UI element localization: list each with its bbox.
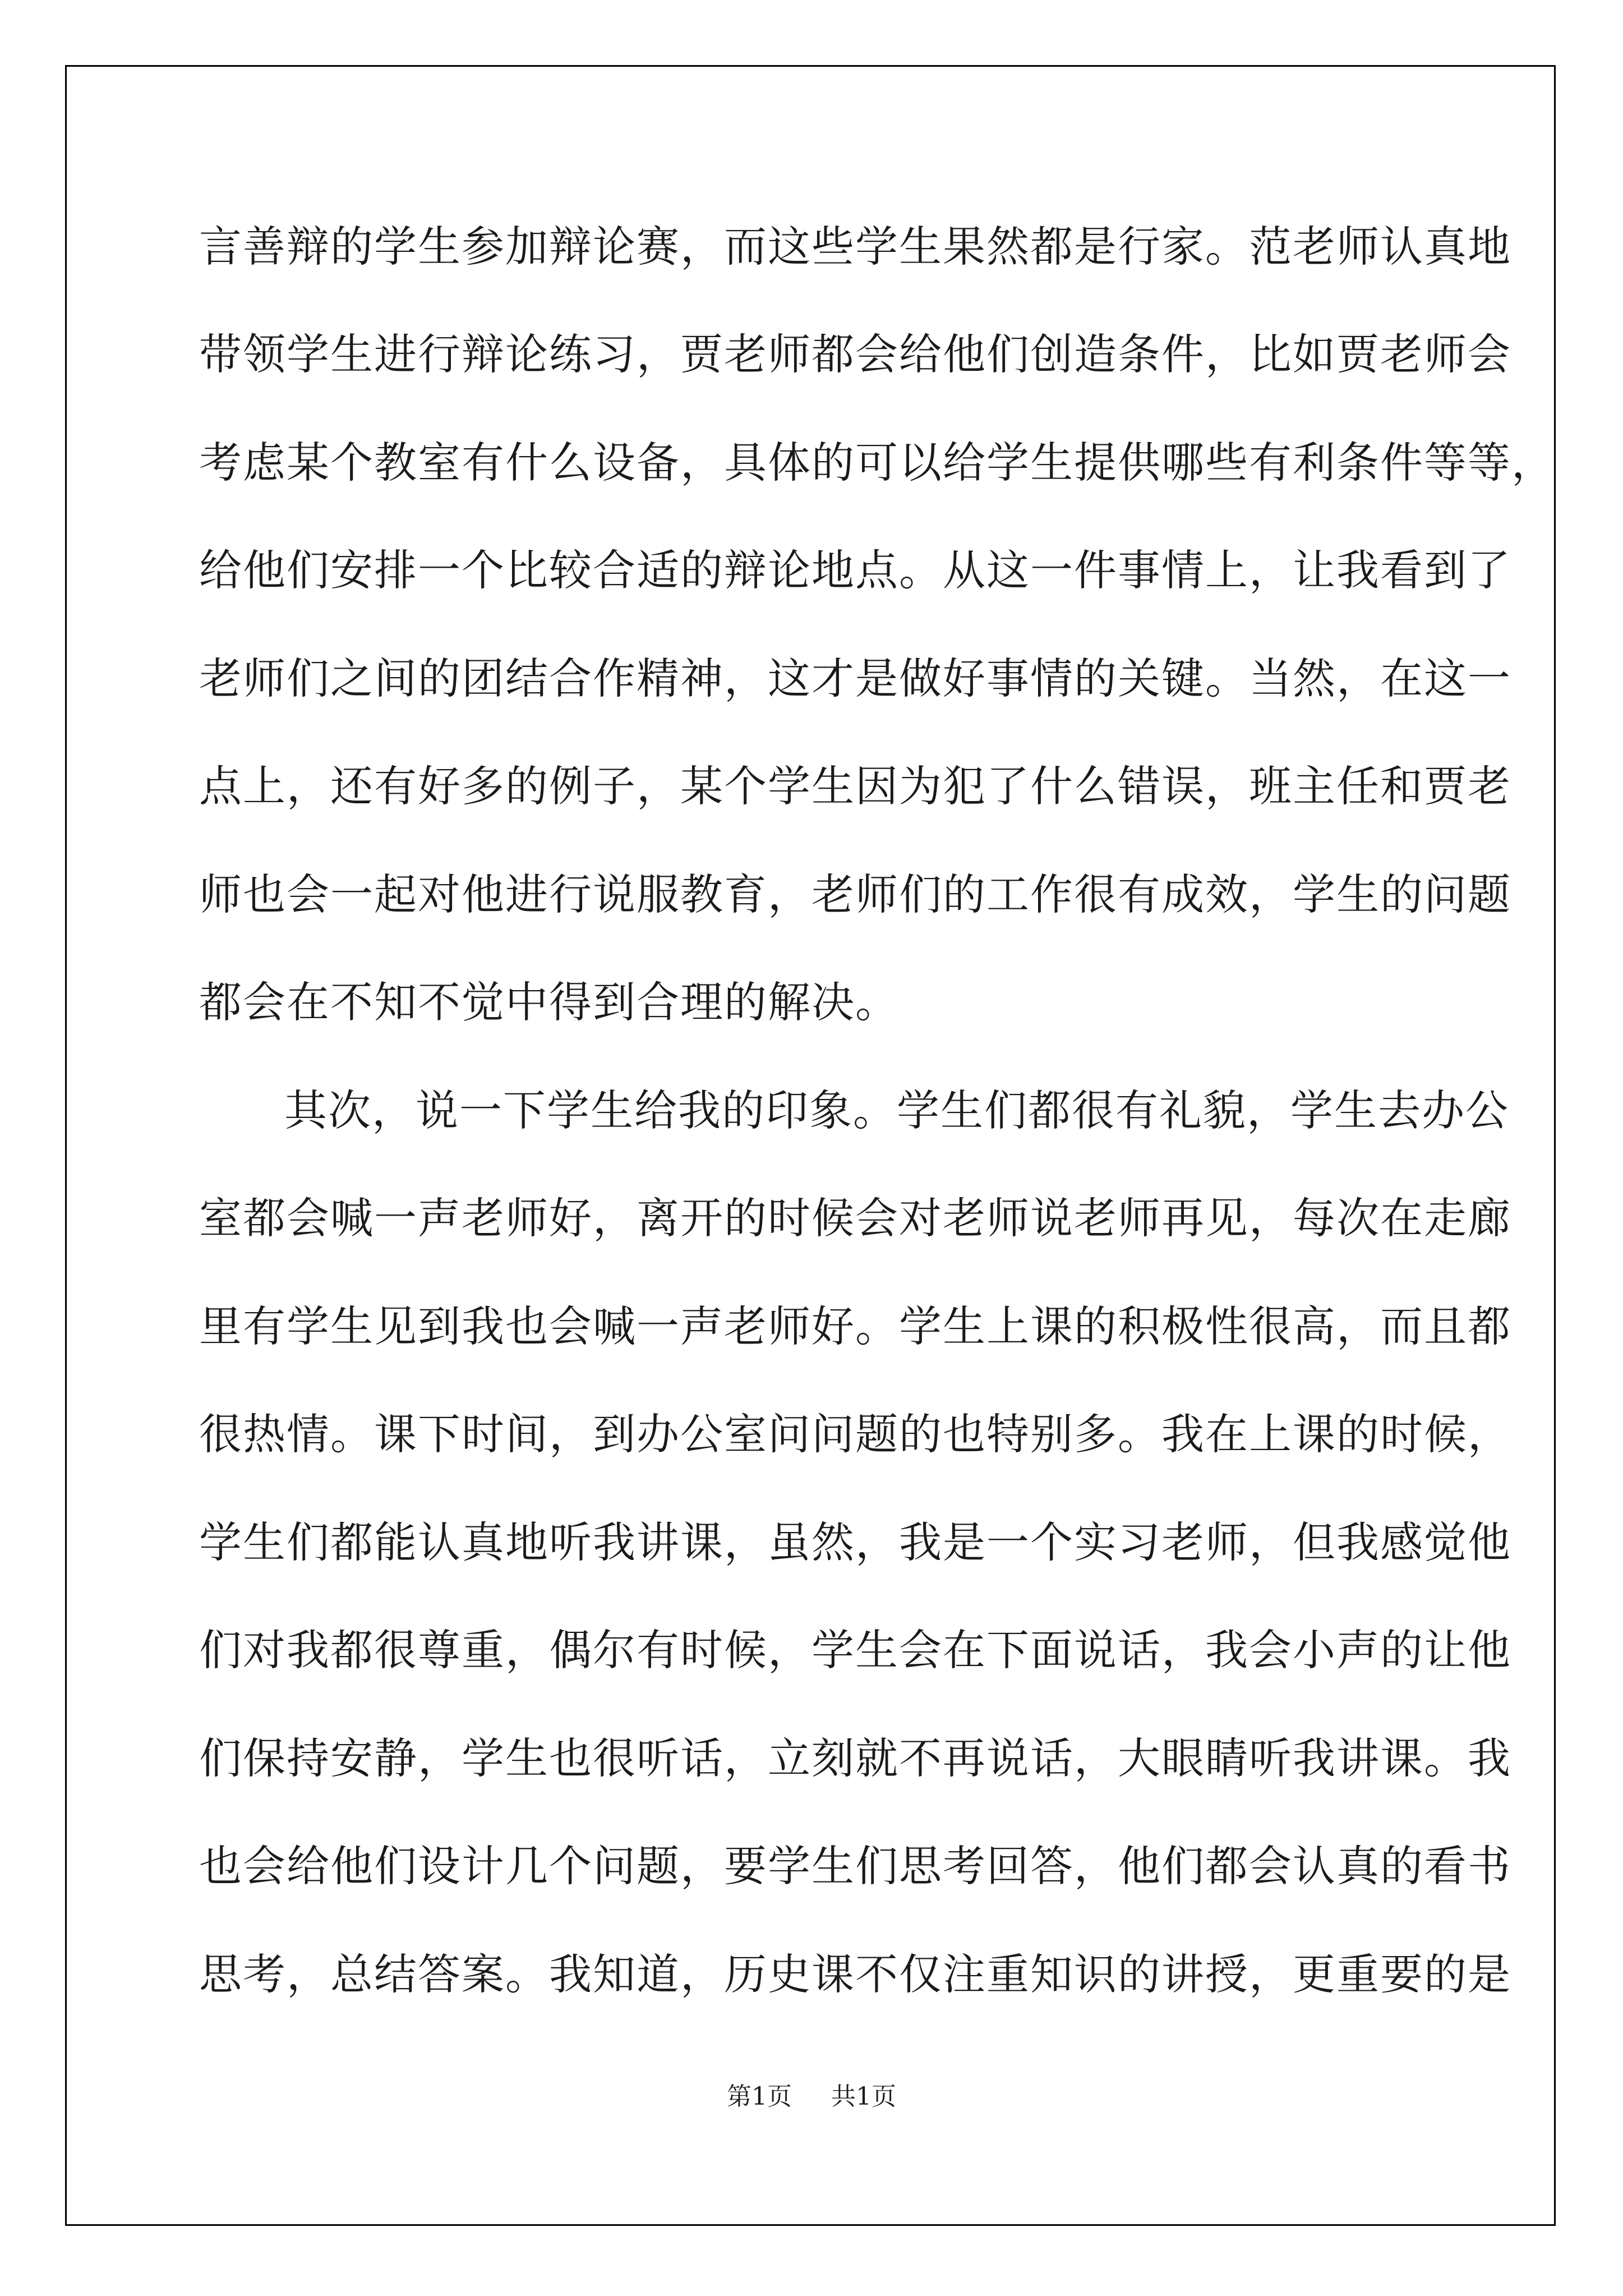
- text-line-6: 点上，还有好多的例子，某个学生因为犯了什么错误，班主任和贾老: [199, 761, 1511, 811]
- text-line-9: 其次，说一下学生给我的印象。学生们都很有礼貌，学生去办公: [284, 1085, 1509, 1135]
- text-line-15: 们保持安静，学生也很听话，立刻就不再说话，大眼睛听我讲课。我: [199, 1733, 1511, 1783]
- text-line-13: 学生们都能认真地听我讲课，虽然，我是一个实习老师，但我感觉他: [199, 1517, 1511, 1567]
- text-line-5: 老师们之间的团结合作精神，这才是做好事情的关键。当然，在这一: [199, 654, 1511, 703]
- page-number-total: 共1页: [831, 2082, 896, 2111]
- text-line-3: 考虑某个教室有什么设备，具体的可以给学生提供哪些有利条件等等，: [199, 438, 1555, 487]
- page-footer: [0, 2080, 1623, 2114]
- text-line-8: 都会在不知不觉中得到合理的解决。: [199, 977, 899, 1027]
- text-line-16: 也会给他们设计几个问题，要学生们思考回答，他们都会认真的看书: [199, 1841, 1511, 1891]
- text-line-4: 给他们安排一个比较合适的辩论地点。从这一件事情上，让我看到了: [199, 545, 1511, 595]
- text-line-14: 们对我都很尊重，偶尔有时候，学生会在下面说话，我会小声的让他: [199, 1625, 1511, 1675]
- page-border: [65, 65, 1556, 2226]
- text-line-10: 室都会喊一声老师好，离开的时候会对老师说老师再见，每次在走廊: [199, 1193, 1511, 1243]
- text-line-17: 思考，总结答案。我知道，历史课不仅注重知识的讲授，更重要的是: [199, 1949, 1511, 1999]
- text-line-7: 师也会一起对他进行说服教育，老师们的工作很有成效，学生的问题: [199, 869, 1511, 919]
- text-line-2: 带领学生进行辩论练习，贾老师都会给他们创造条件，比如贾老师会: [199, 329, 1511, 379]
- text-line-1: 言善辩的学生参加辩论赛，而这些学生果然都是行家。范老师认真地: [199, 222, 1511, 272]
- text-line-12: 很热情。课下时间，到办公室问问题的也特别多。我在上课的时候，: [199, 1409, 1511, 1459]
- page-number-current: 第1页: [727, 2082, 792, 2111]
- text-line-11: 里有学生见到我也会喊一声老师好。学生上课的积极性很高，而且都: [199, 1301, 1511, 1351]
